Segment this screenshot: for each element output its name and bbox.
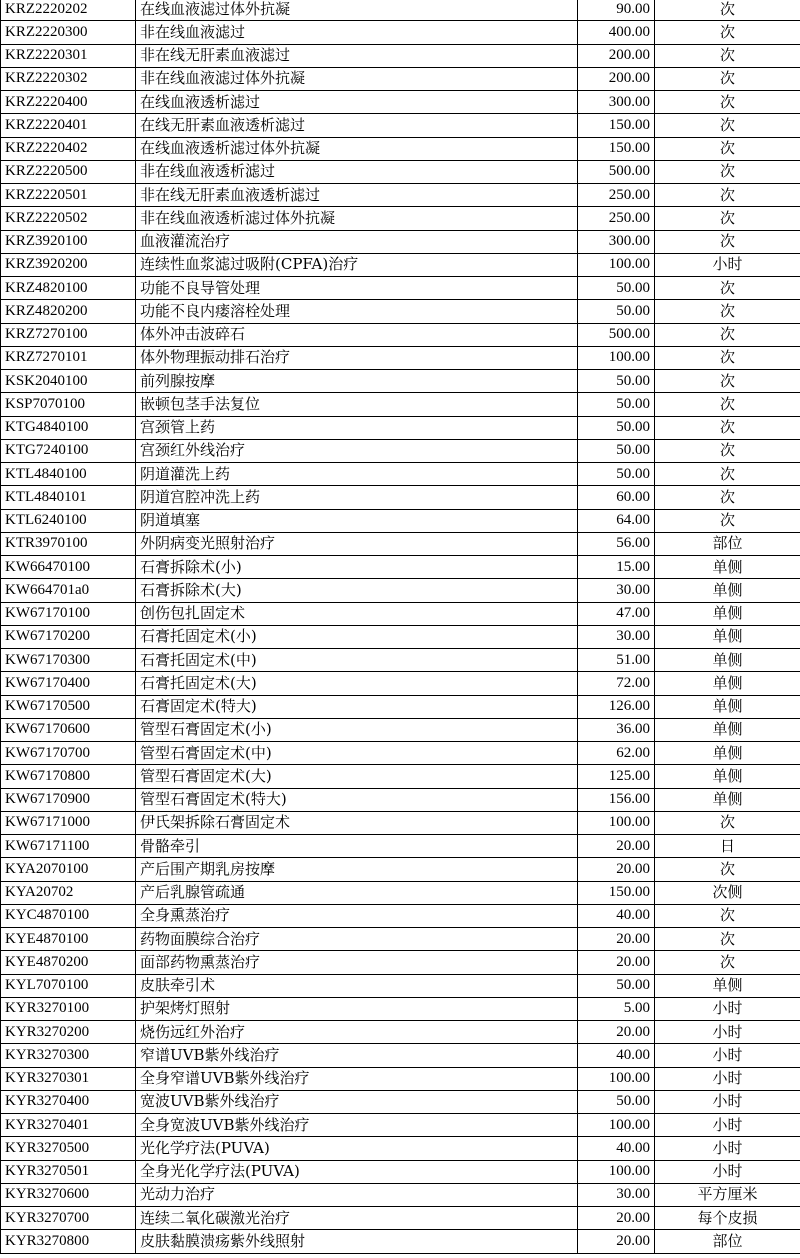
item-name-cell: 功能不良导管处理: [136, 277, 578, 300]
item-unit-cell: 次: [655, 858, 800, 881]
item-code-cell: KYL7070100: [1, 974, 136, 997]
item-name-cell: 管型石膏固定术(大): [136, 765, 578, 788]
item-unit-cell: 次: [655, 0, 800, 21]
table-row: [1, 928, 800, 951]
item-price-cell: 20.00: [578, 1207, 655, 1230]
item-unit-cell: 次: [655, 300, 800, 323]
table-row: [1, 1207, 800, 1230]
item-name-cell: 全身熏蒸治疗: [136, 904, 578, 927]
item-code-cell: KYR3270401: [1, 1114, 136, 1137]
table-row: [1, 393, 800, 416]
item-name-cell: 连续二氧化碳激光治疗: [136, 1207, 578, 1230]
item-price-cell: 50.00: [578, 370, 655, 393]
item-code-cell: KTG7240100: [1, 439, 136, 462]
item-unit-cell: 单侧: [655, 788, 800, 811]
fee-table-body: [1, 0, 800, 1253]
item-name-cell: 阴道填塞: [136, 509, 578, 532]
table-row: [1, 1114, 800, 1137]
item-name-cell: 管型石膏固定术(小): [136, 718, 578, 741]
item-unit-cell: 单侧: [655, 672, 800, 695]
table-row: [1, 137, 800, 160]
item-name-cell: 全身光化学疗法(PUVA): [136, 1160, 578, 1183]
item-price-cell: 30.00: [578, 1183, 655, 1206]
item-name-cell: 在线血液透析滤过体外抗凝: [136, 137, 578, 160]
item-code-cell: KRZ2220502: [1, 207, 136, 230]
item-price-cell: 60.00: [578, 486, 655, 509]
item-price-cell: 40.00: [578, 1137, 655, 1160]
item-code-cell: KYR3270300: [1, 1044, 136, 1067]
item-unit-cell: 小时: [655, 1090, 800, 1113]
item-name-cell: 全身宽波UVB紫外线治疗: [136, 1114, 578, 1137]
item-unit-cell: 次: [655, 67, 800, 90]
table-row: [1, 114, 800, 137]
item-price-cell: 500.00: [578, 160, 655, 183]
item-price-cell: 30.00: [578, 625, 655, 648]
item-code-cell: KRZ2220500: [1, 160, 136, 183]
item-unit-cell: 次: [655, 486, 800, 509]
table-row: [1, 44, 800, 67]
item-price-cell: 5.00: [578, 997, 655, 1020]
item-name-cell: 骨骼牵引: [136, 835, 578, 858]
item-price-cell: 56.00: [578, 532, 655, 555]
item-unit-cell: 小时: [655, 1067, 800, 1090]
table-row: [1, 951, 800, 974]
item-price-cell: 50.00: [578, 439, 655, 462]
item-name-cell: 在线无肝素血液透析滤过: [136, 114, 578, 137]
table-row: [1, 230, 800, 253]
item-unit-cell: 小时: [655, 997, 800, 1020]
item-price-cell: 50.00: [578, 974, 655, 997]
item-name-cell: 皮肤黏膜溃疡紫外线照射: [136, 1230, 578, 1253]
item-code-cell: KRZ2220402: [1, 137, 136, 160]
table-row: [1, 1160, 800, 1183]
item-code-cell: KW664701a0: [1, 579, 136, 602]
item-name-cell: 石膏托固定术(中): [136, 649, 578, 672]
item-code-cell: KYC4870100: [1, 904, 136, 927]
item-price-cell: 64.00: [578, 509, 655, 532]
item-name-cell: 连续性血浆滤过吸附(CPFA)治疗: [136, 253, 578, 276]
item-unit-cell: 小时: [655, 1160, 800, 1183]
item-code-cell: KRZ2220202: [1, 0, 136, 21]
table-row: [1, 346, 800, 369]
table-row: [1, 672, 800, 695]
table-row: [1, 1183, 800, 1206]
item-unit-cell: 次: [655, 137, 800, 160]
item-unit-cell: 单侧: [655, 718, 800, 741]
item-unit-cell: 次: [655, 21, 800, 44]
item-unit-cell: 次: [655, 323, 800, 346]
table-row: [1, 788, 800, 811]
item-unit-cell: 次: [655, 463, 800, 486]
item-price-cell: 20.00: [578, 928, 655, 951]
item-price-cell: 250.00: [578, 184, 655, 207]
item-unit-cell: 单侧: [655, 649, 800, 672]
item-unit-cell: 次: [655, 114, 800, 137]
item-unit-cell: 部位: [655, 532, 800, 555]
item-unit-cell: 单侧: [655, 579, 800, 602]
item-price-cell: 30.00: [578, 579, 655, 602]
item-name-cell: 面部药物熏蒸治疗: [136, 951, 578, 974]
table-row: [1, 91, 800, 114]
item-unit-cell: 平方厘米: [655, 1183, 800, 1206]
item-code-cell: KYR3270700: [1, 1207, 136, 1230]
item-code-cell: KRZ2220302: [1, 67, 136, 90]
item-name-cell: 管型石膏固定术(中): [136, 742, 578, 765]
item-unit-cell: 单侧: [655, 556, 800, 579]
item-price-cell: 36.00: [578, 718, 655, 741]
item-code-cell: KRZ3920100: [1, 230, 136, 253]
table-row: [1, 835, 800, 858]
item-code-cell: KYR3270500: [1, 1137, 136, 1160]
item-code-cell: KW67170300: [1, 649, 136, 672]
table-row: [1, 463, 800, 486]
item-name-cell: 药物面膜综合治疗: [136, 928, 578, 951]
item-unit-cell: 次: [655, 230, 800, 253]
table-row: [1, 695, 800, 718]
item-unit-cell: 次: [655, 370, 800, 393]
item-unit-cell: 单侧: [655, 974, 800, 997]
item-unit-cell: 部位: [655, 1230, 800, 1253]
item-unit-cell: 日: [655, 835, 800, 858]
item-price-cell: 40.00: [578, 904, 655, 927]
item-code-cell: KTL4840101: [1, 486, 136, 509]
item-price-cell: 150.00: [578, 881, 655, 904]
table-row: [1, 1044, 800, 1067]
item-code-cell: KYR3270301: [1, 1067, 136, 1090]
item-unit-cell: 次: [655, 416, 800, 439]
item-price-cell: 126.00: [578, 695, 655, 718]
item-code-cell: KYR3270501: [1, 1160, 136, 1183]
item-price-cell: 20.00: [578, 951, 655, 974]
item-unit-cell: 次: [655, 393, 800, 416]
item-price-cell: 72.00: [578, 672, 655, 695]
item-name-cell: 功能不良内瘘溶栓处理: [136, 300, 578, 323]
item-code-cell: KSK2040100: [1, 370, 136, 393]
item-price-cell: 100.00: [578, 253, 655, 276]
item-name-cell: 在线血液滤过体外抗凝: [136, 0, 578, 21]
item-price-cell: 100.00: [578, 811, 655, 834]
item-code-cell: KTL4840100: [1, 463, 136, 486]
item-name-cell: 阴道灌洗上药: [136, 463, 578, 486]
item-code-cell: KW67170500: [1, 695, 136, 718]
item-code-cell: KW67170600: [1, 718, 136, 741]
item-price-cell: 62.00: [578, 742, 655, 765]
table-row: [1, 556, 800, 579]
item-name-cell: 非在线血液滤过: [136, 21, 578, 44]
item-code-cell: KRZ3920200: [1, 253, 136, 276]
item-price-cell: 100.00: [578, 1114, 655, 1137]
item-price-cell: 100.00: [578, 346, 655, 369]
item-name-cell: 非在线血液透析滤过: [136, 160, 578, 183]
item-code-cell: KRZ2220400: [1, 91, 136, 114]
table-row: [1, 579, 800, 602]
table-row: [1, 277, 800, 300]
item-code-cell: KYR3270600: [1, 1183, 136, 1206]
table-row: [1, 184, 800, 207]
item-unit-cell: 次: [655, 509, 800, 532]
item-name-cell: 石膏托固定术(大): [136, 672, 578, 695]
item-code-cell: KW67170400: [1, 672, 136, 695]
table-row: [1, 370, 800, 393]
table-row: [1, 1137, 800, 1160]
item-name-cell: 宫颈管上药: [136, 416, 578, 439]
item-price-cell: 125.00: [578, 765, 655, 788]
item-name-cell: 宫颈红外线治疗: [136, 439, 578, 462]
item-unit-cell: 次: [655, 91, 800, 114]
item-code-cell: KSP7070100: [1, 393, 136, 416]
item-price-cell: 50.00: [578, 463, 655, 486]
item-price-cell: 50.00: [578, 1090, 655, 1113]
item-code-cell: KRZ2220501: [1, 184, 136, 207]
item-unit-cell: 次: [655, 346, 800, 369]
item-unit-cell: 单侧: [655, 602, 800, 625]
item-price-cell: 500.00: [578, 323, 655, 346]
item-unit-cell: 次: [655, 928, 800, 951]
table-row: [1, 1090, 800, 1113]
item-code-cell: KTR3970100: [1, 532, 136, 555]
item-code-cell: KRZ7270100: [1, 323, 136, 346]
table-row: [1, 253, 800, 276]
item-price-cell: 200.00: [578, 67, 655, 90]
item-name-cell: 烧伤远红外治疗: [136, 1021, 578, 1044]
item-unit-cell: 次: [655, 184, 800, 207]
item-price-cell: 150.00: [578, 137, 655, 160]
table-row: [1, 718, 800, 741]
item-unit-cell: 小时: [655, 1137, 800, 1160]
item-code-cell: KTG4840100: [1, 416, 136, 439]
item-price-cell: 20.00: [578, 858, 655, 881]
table-row: [1, 904, 800, 927]
item-unit-cell: 小时: [655, 1044, 800, 1067]
item-price-cell: 50.00: [578, 300, 655, 323]
item-unit-cell: 次: [655, 904, 800, 927]
table-row: [1, 509, 800, 532]
table-row: [1, 974, 800, 997]
item-name-cell: 前列腺按摩: [136, 370, 578, 393]
table-row: [1, 881, 800, 904]
item-price-cell: 50.00: [578, 393, 655, 416]
item-price-cell: 200.00: [578, 44, 655, 67]
item-unit-cell: 小时: [655, 1114, 800, 1137]
item-name-cell: 非在线无肝素血液透析滤过: [136, 184, 578, 207]
item-price-cell: 50.00: [578, 416, 655, 439]
item-name-cell: 嵌顿包茎手法复位: [136, 393, 578, 416]
item-name-cell: 皮肤牵引术: [136, 974, 578, 997]
item-name-cell: 外阴病变光照射治疗: [136, 532, 578, 555]
item-name-cell: 石膏托固定术(小): [136, 625, 578, 648]
item-name-cell: 产后乳腺管疏通: [136, 881, 578, 904]
table-row: [1, 486, 800, 509]
table-row: [1, 67, 800, 90]
item-code-cell: KTL6240100: [1, 509, 136, 532]
table-row: [1, 160, 800, 183]
item-code-cell: KRZ4820200: [1, 300, 136, 323]
item-unit-cell: 次: [655, 207, 800, 230]
item-unit-cell: 次: [655, 277, 800, 300]
table-row: [1, 649, 800, 672]
item-unit-cell: 次: [655, 44, 800, 67]
item-price-cell: 47.00: [578, 602, 655, 625]
item-code-cell: KYA20702: [1, 881, 136, 904]
table-row: [1, 323, 800, 346]
item-name-cell: 产后围产期乳房按摩: [136, 858, 578, 881]
item-name-cell: 光动力治疗: [136, 1183, 578, 1206]
item-price-cell: 40.00: [578, 1044, 655, 1067]
item-price-cell: 400.00: [578, 21, 655, 44]
item-name-cell: 血液灌流治疗: [136, 230, 578, 253]
item-price-cell: 100.00: [578, 1067, 655, 1090]
item-unit-cell: 单侧: [655, 765, 800, 788]
table-row: [1, 416, 800, 439]
item-name-cell: 在线血液透析滤过: [136, 91, 578, 114]
table-row: [1, 602, 800, 625]
item-name-cell: 伊氏架拆除石膏固定术: [136, 811, 578, 834]
item-price-cell: 15.00: [578, 556, 655, 579]
table-row: [1, 765, 800, 788]
item-code-cell: KW67170200: [1, 625, 136, 648]
item-name-cell: 石膏拆除术(大): [136, 579, 578, 602]
item-code-cell: KRZ4820100: [1, 277, 136, 300]
table-row: [1, 0, 800, 21]
table-row: [1, 439, 800, 462]
table-row: [1, 858, 800, 881]
item-price-cell: 90.00: [578, 0, 655, 21]
item-unit-cell: 小时: [655, 1021, 800, 1044]
item-name-cell: 护架烤灯照射: [136, 997, 578, 1020]
item-unit-cell: 小时: [655, 253, 800, 276]
item-code-cell: KW67171100: [1, 835, 136, 858]
item-code-cell: KW67170100: [1, 602, 136, 625]
item-code-cell: KW66470100: [1, 556, 136, 579]
item-name-cell: 体外物理振动排石治疗: [136, 346, 578, 369]
item-price-cell: 300.00: [578, 91, 655, 114]
item-price-cell: 20.00: [578, 835, 655, 858]
item-price-cell: 50.00: [578, 277, 655, 300]
item-code-cell: KRZ2220301: [1, 44, 136, 67]
item-name-cell: 管型石膏固定术(特大): [136, 788, 578, 811]
item-price-cell: 100.00: [578, 1160, 655, 1183]
item-unit-cell: 次: [655, 439, 800, 462]
table-row: [1, 1021, 800, 1044]
item-code-cell: KRZ2220401: [1, 114, 136, 137]
item-code-cell: KW67170800: [1, 765, 136, 788]
item-code-cell: KW67171000: [1, 811, 136, 834]
item-name-cell: 非在线血液滤过体外抗凝: [136, 67, 578, 90]
table-row: [1, 997, 800, 1020]
item-unit-cell: 次: [655, 951, 800, 974]
item-code-cell: KRZ2220300: [1, 21, 136, 44]
table-row: [1, 1230, 800, 1253]
table-row: [1, 1067, 800, 1090]
item-name-cell: 石膏拆除术(小): [136, 556, 578, 579]
table-row: [1, 625, 800, 648]
item-name-cell: 体外冲击波碎石: [136, 323, 578, 346]
item-unit-cell: 次: [655, 811, 800, 834]
table-row: [1, 742, 800, 765]
item-name-cell: 非在线无肝素血液滤过: [136, 44, 578, 67]
item-unit-cell: 单侧: [655, 695, 800, 718]
item-code-cell: KW67170900: [1, 788, 136, 811]
item-price-cell: 156.00: [578, 788, 655, 811]
item-code-cell: KYR3270400: [1, 1090, 136, 1113]
item-name-cell: 石膏固定术(特大): [136, 695, 578, 718]
item-name-cell: 窄谱UVB紫外线治疗: [136, 1044, 578, 1067]
item-code-cell: KYA2070100: [1, 858, 136, 881]
table-row: [1, 532, 800, 555]
item-code-cell: KYR3270200: [1, 1021, 136, 1044]
table-row: [1, 207, 800, 230]
item-name-cell: 创伤包扎固定术: [136, 602, 578, 625]
item-price-cell: 20.00: [578, 1230, 655, 1253]
table-row: [1, 21, 800, 44]
item-name-cell: 宽波UVB紫外线治疗: [136, 1090, 578, 1113]
item-name-cell: 全身窄谱UVB紫外线治疗: [136, 1067, 578, 1090]
item-price-cell: 20.00: [578, 1021, 655, 1044]
item-name-cell: 光化学疗法(PUVA): [136, 1137, 578, 1160]
item-unit-cell: 单侧: [655, 742, 800, 765]
item-code-cell: KYE4870100: [1, 928, 136, 951]
item-unit-cell: 单侧: [655, 625, 800, 648]
item-name-cell: 非在线血液透析滤过体外抗凝: [136, 207, 578, 230]
item-unit-cell: 每个皮损: [655, 1207, 800, 1230]
item-unit-cell: 次: [655, 160, 800, 183]
item-code-cell: KYR3270100: [1, 997, 136, 1020]
item-name-cell: 阴道宫腔冲洗上药: [136, 486, 578, 509]
item-price-cell: 150.00: [578, 114, 655, 137]
item-price-cell: 300.00: [578, 230, 655, 253]
item-price-cell: 250.00: [578, 207, 655, 230]
item-price-cell: 51.00: [578, 649, 655, 672]
item-code-cell: KRZ7270101: [1, 346, 136, 369]
table-row: [1, 811, 800, 834]
item-code-cell: KYR3270800: [1, 1230, 136, 1253]
item-code-cell: KYE4870200: [1, 951, 136, 974]
item-unit-cell: 次侧: [655, 881, 800, 904]
table-row: [1, 300, 800, 323]
item-code-cell: KW67170700: [1, 742, 136, 765]
